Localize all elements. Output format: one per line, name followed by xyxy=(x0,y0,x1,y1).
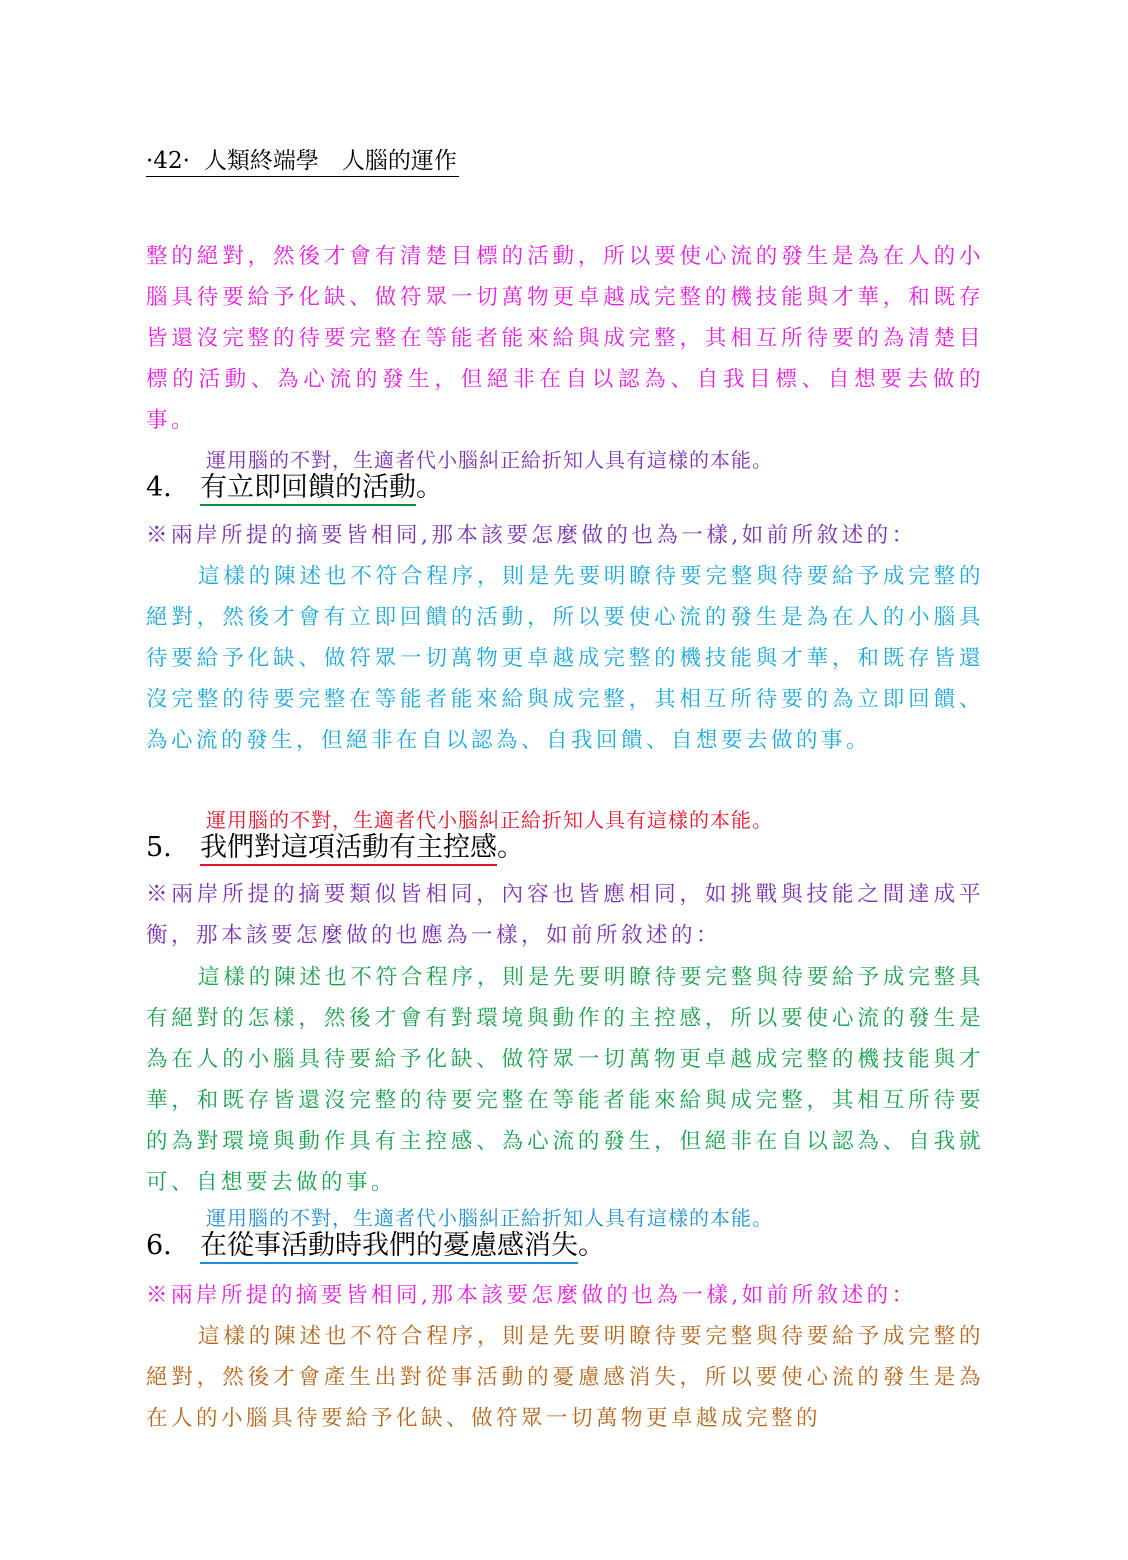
section-6-heading xyxy=(146,1228,605,1264)
section-4-heading xyxy=(146,470,443,506)
section-6-body: 這樣的陳述也不符合程序，則是先要明瞭待要完整與待要給予成完整的絕對，然後才會產生出對從事活動的憂慮感消失，所以要使心流的發生是為在人的小腦具待要給予化缺、做符眾一切萬物更卓越成完整的 xyxy=(146,1324,984,1431)
page-number: ·42· xyxy=(146,148,190,174)
section-4-body: 這樣的陳述也不符合程序，則是先要明瞭待要完整與待要給予成完整的絕對，然後才會有立即回饋的活動，所以要使心流的發生是為在人的小腦具待要給予化缺、做符眾一切萬物更卓越成完整的機技能與才華，和既存皆還沒完整的待要完整在等能者能來給與成完整，其相互所待要的為立即回饋、為心流的發生，但絕非在自以認為、自我回饋、自想要去做的事。 xyxy=(146,564,984,753)
note-1: 運用腦的不對，生適者代小腦糾正給折知人具有這樣的本能。 xyxy=(206,448,773,472)
section-4-remark: ※兩岸所提的摘要皆相同,那本該要怎麼做的也為一樣,如前所敘述的： xyxy=(146,523,917,548)
running-header xyxy=(146,146,459,177)
section-5-number: 5. xyxy=(146,832,172,863)
section-4-tail: 。 xyxy=(416,472,443,503)
section-5-note: 運用腦的不對，生適者代小腦糾正給折知人具有這樣的本能。 xyxy=(206,1206,773,1230)
section-5-heading xyxy=(146,830,524,866)
section-6-number: 6. xyxy=(146,1230,172,1261)
section-5-body: 這樣的陳述也不符合程序，則是先要明瞭待要完整與待要給予成完整具有絕對的怎樣，然後才會有對環境與動作的主控感，所以要使心流的發生是為在人的小腦具待要給予化缺、做符眾一切萬物更卓越成完整的機技能與才華，和既存皆還沒完整的待要完整在等能者能來給與成完整，其相互所待要的為對環境與動作具有主控感、為心流的發生，但絕非在自以認為、自我就可、自想要去做的事。 xyxy=(146,965,984,1195)
section-6-remark: ※兩岸所提的摘要皆相同,那本該要怎麼做的也為一樣,如前所敘述的： xyxy=(146,1283,917,1308)
book-title: 人類終端學 人腦的運作 xyxy=(203,148,457,174)
section-4-number: 4. xyxy=(146,472,172,503)
section-6-tail: 。 xyxy=(578,1230,605,1261)
section-5-tail: 。 xyxy=(497,832,524,863)
section-5-title: 我們對這項活動有主控感 xyxy=(200,832,497,866)
section-4-note: 運用腦的不對，生適者代小腦糾正給折知人具有這樣的本能。 xyxy=(206,808,773,832)
section-5-remark: ※兩岸所提的摘要類似皆相同，內容也皆應相同，如挑戰與技能之間達成平衡，那本該要怎麼做的也應為一樣，如前所敘述的： xyxy=(146,882,984,948)
section-6-title: 在從事活動時我們的憂慮感消失 xyxy=(200,1230,578,1264)
section-4-title: 有立即回饋的活動 xyxy=(200,472,416,506)
intro-paragraph: 整的絕對，然後才會有清楚目標的活動，所以要使心流的發生是為在人的小腦具待要給予化缺、做符眾一切萬物更卓越成完整的機技能與才華，和既存皆還沒完整的待要完整在等能者能來給與成完整，其相互所待要的為清楚目標的活動、為心流的發生，但絕非在自以認為、自我目標、自想要去做的事。 xyxy=(146,244,984,433)
